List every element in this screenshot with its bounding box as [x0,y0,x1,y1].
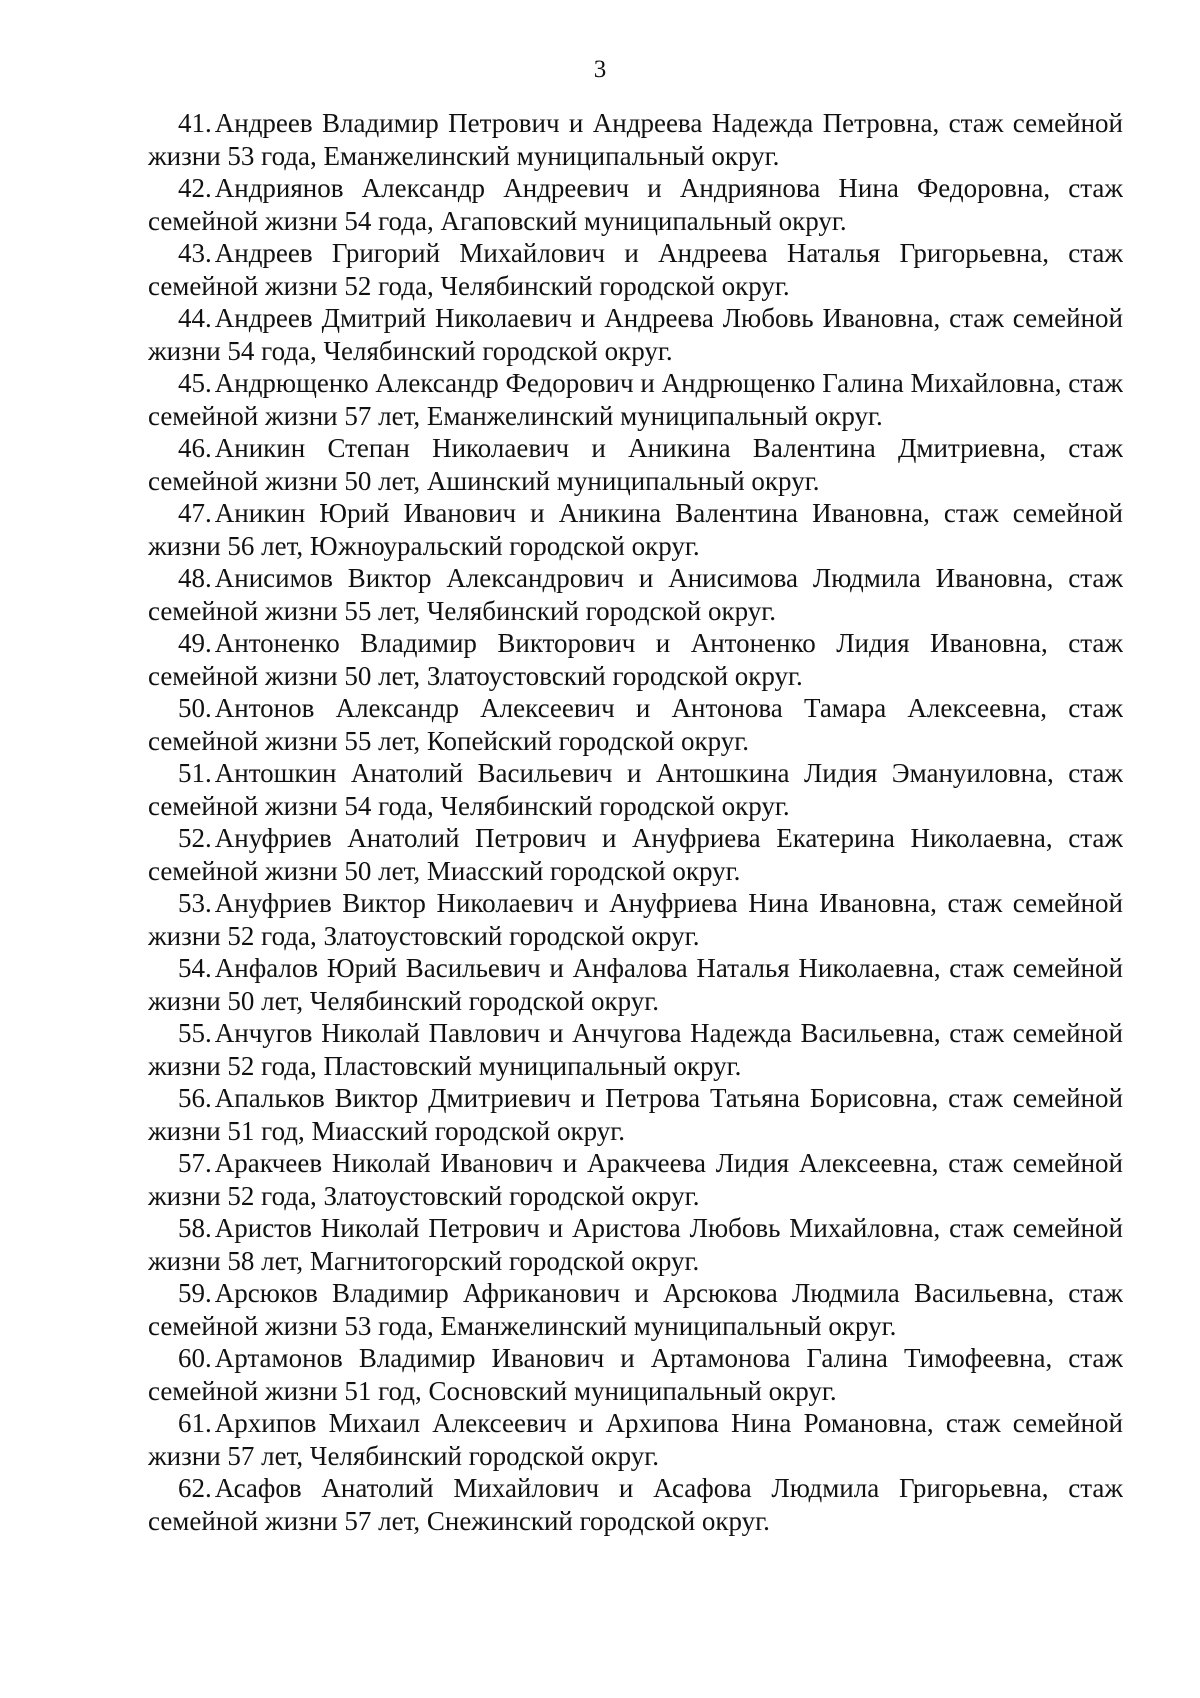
list-item [148,887,1123,952]
list-item [148,627,1123,692]
entry-text: Антоненко Владимир Викторович и Антоненко Лидия Ивановна, стаж семейной жизни 50 лет, Златоустовский городской округ. [148,628,1123,691]
entry-number: 55. [178,1018,212,1048]
entry-number: 42. [178,173,212,203]
page-number: 3 [593,56,607,83]
list-item [148,497,1123,562]
entry-number: 61. [178,1408,212,1438]
list-item [148,562,1123,627]
entry-text: Ануфриев Анатолий Петрович и Ануфриева Екатерина Николаевна, стаж семейной жизни 50 лет, Миасский городской округ. [148,823,1123,886]
entry-number: 50. [178,693,212,723]
entry-number: 51. [178,758,212,788]
entry-number: 48. [178,563,212,593]
list-item [148,1472,1123,1537]
entry-text: Архипов Михаил Алексеевич и Архипова Нина Романовна, стаж семейной жизни 57 лет, Челябинский городской округ. [148,1408,1123,1471]
list-item [148,367,1123,432]
list-item [148,432,1123,497]
entry-text: Андрющенко Александр Федорович и Андрющенко Галина Михайловна, стаж семейной жизни 57 лет, Еманжелинский муниципальный округ. [148,368,1123,431]
entry-text: Аракчеев Николай Иванович и Аракчеева Лидия Алексеевна, стаж семейной жизни 52 года, Златоустовский городской округ. [148,1148,1123,1211]
list-item [148,172,1123,237]
list-item [148,1017,1123,1082]
list-item [148,952,1123,1017]
list-item [148,757,1123,822]
entry-number: 58. [178,1213,212,1243]
entry-text: Андреев Григорий Михайлович и Андреева Наталья Григорьевна, стаж семейной жизни 52 года, Челябинский городской округ. [148,238,1123,301]
list-item [148,1407,1123,1472]
list-item [148,1147,1123,1212]
entry-number: 57. [178,1148,212,1178]
list-item [148,1082,1123,1147]
entry-number: 44. [178,303,212,333]
entry-text: Анчугов Николай Павлович и Анчугова Надежда Васильевна, стаж семейной жизни 52 года, Пластовский муниципальный округ. [148,1018,1123,1081]
entry-text: Андреев Владимир Петрович и Андреева Надежда Петровна, стаж семейной жизни 53 года, Еманжелинский муниципальный округ. [148,108,1123,171]
list-item [148,1342,1123,1407]
entry-text: Андриянов Александр Андреевич и Андриянова Нина Федоровна, стаж семейной жизни 54 года, Агаповский муниципальный округ. [148,173,1123,236]
list-item [148,107,1123,172]
entry-number: 47. [178,498,212,528]
entry-number: 45. [178,368,212,398]
list-item [148,822,1123,887]
entry-number: 60. [178,1343,212,1373]
entry-text: Ануфриев Виктор Николаевич и Ануфриева Нина Ивановна, стаж семейной жизни 52 года, Златоустовский городской округ. [148,888,1123,951]
entry-number: 59. [178,1278,212,1308]
entry-text: Апальков Виктор Дмитриевич и Петрова Татьяна Борисовна, стаж семейной жизни 51 год, Миасский городской округ. [148,1083,1123,1146]
entry-number: 62. [178,1473,212,1503]
list-item [148,1212,1123,1277]
entry-text: Аникин Степан Николаевич и Аникина Валентина Дмитриевна, стаж семейной жизни 50 лет, Ашинский муниципальный округ. [148,433,1123,496]
entry-text: Андреев Дмитрий Николаевич и Андреева Любовь Ивановна, стаж семейной жизни 54 года, Челябинский городской округ. [148,303,1123,366]
list-item [148,302,1123,367]
entry-number: 43. [178,238,212,268]
entry-text: Арсюков Владимир Африканович и Арсюкова Людмила Васильевна, стаж семейной жизни 53 года, Еманжелинский муниципальный округ. [148,1278,1123,1341]
entry-number: 41. [178,108,212,138]
entry-text: Асафов Анатолий Михайлович и Асафова Людмила Григорьевна, стаж семейной жизни 57 лет, Снежинский городской округ. [148,1473,1123,1536]
entry-text: Артамонов Владимир Иванович и Артамонова Галина Тимофеевна, стаж семейной жизни 51 год, Сосновский муниципальный округ. [148,1343,1123,1406]
entry-number: 46. [178,433,212,463]
entry-number: 52. [178,823,212,853]
entry-list [148,107,1123,1537]
entry-text: Антошкин Анатолий Васильевич и Антошкина Лидия Эмануиловна, стаж семейной жизни 54 года, Челябинский городской округ. [148,758,1123,821]
list-item [148,692,1123,757]
entry-text: Анисимов Виктор Александрович и Анисимова Людмила Ивановна, стаж семейной жизни 55 лет, Челябинский городской округ. [148,563,1123,626]
entry-text: Анфалов Юрий Васильевич и Анфалова Наталья Николаевна, стаж семейной жизни 50 лет, Челябинский городской округ. [148,953,1123,1016]
entry-number: 54. [178,953,212,983]
entry-text: Аристов Николай Петрович и Аристова Любовь Михайловна, стаж семейной жизни 58 лет, Магнитогорский городской округ. [148,1213,1123,1276]
entry-text: Антонов Александр Алексеевич и Антонова Тамара Алексеевна, стаж семейной жизни 55 лет, Копейский городской округ. [148,693,1123,756]
entry-text: Аникин Юрий Иванович и Аникина Валентина Ивановна, стаж семейной жизни 56 лет, Южноуральский городской округ. [148,498,1123,561]
list-item [148,237,1123,302]
entry-number: 53. [178,888,212,918]
list-item [148,1277,1123,1342]
entry-number: 56. [178,1083,212,1113]
entry-number: 49. [178,628,212,658]
